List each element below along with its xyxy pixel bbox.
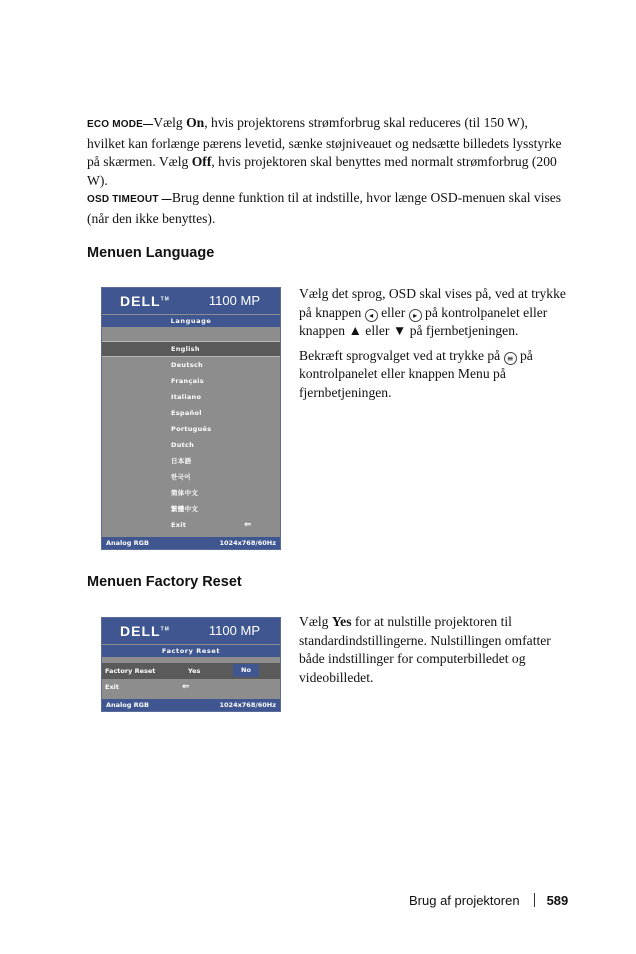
factory-reset-row	[102, 663, 280, 679]
eco-mode-label: ECO MODE—	[87, 119, 154, 130]
osd-footer	[102, 699, 280, 711]
factory-reset-heading: Menuen Factory Reset	[87, 574, 242, 590]
language-item-dutch[interactable]: Dutch	[171, 441, 195, 449]
footer-divider	[534, 893, 535, 907]
language-item-korean[interactable]: 한국어	[171, 473, 191, 481]
model-name: 1100 MP	[208, 623, 260, 638]
language-item-exit[interactable]: Exit ⇐	[102, 517, 280, 533]
osd-header	[102, 618, 280, 644]
page-footer	[409, 893, 568, 908]
dell-logo: DELL™	[120, 623, 170, 639]
exit-label: Exit	[105, 683, 119, 691]
language-description	[299, 285, 567, 408]
language-heading: Menuen Language	[87, 245, 215, 261]
exit-row[interactable]	[102, 679, 280, 695]
language-confirm: Bekræft sprogvalget ved at trykke på ≡ på kontrolpanelet eller knappen Menu på fjernbetjeningen.	[299, 347, 533, 400]
language-item-simplified-chinese[interactable]: 简体中文	[171, 489, 199, 497]
osd-timeout-paragraph: OSD TIMEOUT —Brug denne funktion til at indstille, hvor længe OSD-menuen skal vises (når den ikke benyttes).	[87, 190, 562, 226]
yes-option[interactable]: Yes	[188, 667, 201, 675]
factory-reset-description: Vælg Yes for at nulstille projektoren til standardindstillingerne. Nulstillingen omfatter både indstillinger for computerbilledet og videobilledet.	[299, 614, 551, 685]
footer-section: Brug af projektoren	[409, 893, 520, 908]
input-source: Analog RGB	[106, 539, 149, 547]
resolution: 1024x768/60Hz	[219, 701, 276, 709]
osd-title: Language	[102, 315, 280, 327]
exit-arrow-icon: ⇐	[182, 682, 190, 692]
language-item-traditional-chinese[interactable]: 繁體中文	[171, 505, 199, 513]
language-item-espanol[interactable]: Español	[171, 409, 202, 417]
language-instructions: Vælg det sprog, OSD skal vises på, ved at trykke på knappen ◂ eller ▸ på kontrolpanelet eller knappen ▲ eller ▼ på fjernbetjeningen.	[299, 286, 566, 338]
factory-reset-osd-menu	[101, 617, 281, 712]
right-button-icon: ▸	[409, 309, 422, 322]
osd-title: Factory Reset	[102, 645, 280, 657]
no-option[interactable]: No	[233, 664, 259, 677]
language-item-japanese[interactable]: 日本語	[171, 457, 192, 465]
factory-reset-label: Factory Reset	[105, 667, 156, 675]
model-name: 1100 MP	[208, 293, 260, 308]
page-number: 589	[546, 893, 569, 908]
dell-logo: DELL™	[120, 293, 170, 309]
menu-button-icon: ≡	[504, 352, 517, 365]
language-item-deutsch[interactable]: Deutsch	[171, 361, 203, 369]
input-source: Analog RGB	[106, 701, 149, 709]
language-item-francais[interactable]: Français	[171, 377, 204, 385]
language-item-portugues[interactable]: Português	[171, 425, 212, 433]
exit-arrow-icon: ⇐	[244, 520, 252, 530]
eco-mode-paragraph: ECO MODE—Vælg On, hvis projektorens strømforbrug skal reduceres (til 150 W), hvilket kan forlænge pærens levetid, sænke støjniveauet og nedsætte billedets lysstyrke på skærmen. Vælg Off, hvis projektoren skal benyttes med normalt strømforbrug (200 W).	[87, 115, 562, 188]
language-item-english[interactable]: English	[102, 341, 280, 357]
language-item-italiano[interactable]: Italiano	[171, 393, 202, 401]
osd-footer	[102, 537, 280, 549]
resolution: 1024x768/60Hz	[219, 539, 276, 547]
left-button-icon: ◂	[365, 309, 378, 322]
osd-timeout-label: OSD TIMEOUT —	[87, 194, 172, 205]
osd-header	[102, 288, 280, 314]
language-osd-menu	[101, 287, 281, 550]
